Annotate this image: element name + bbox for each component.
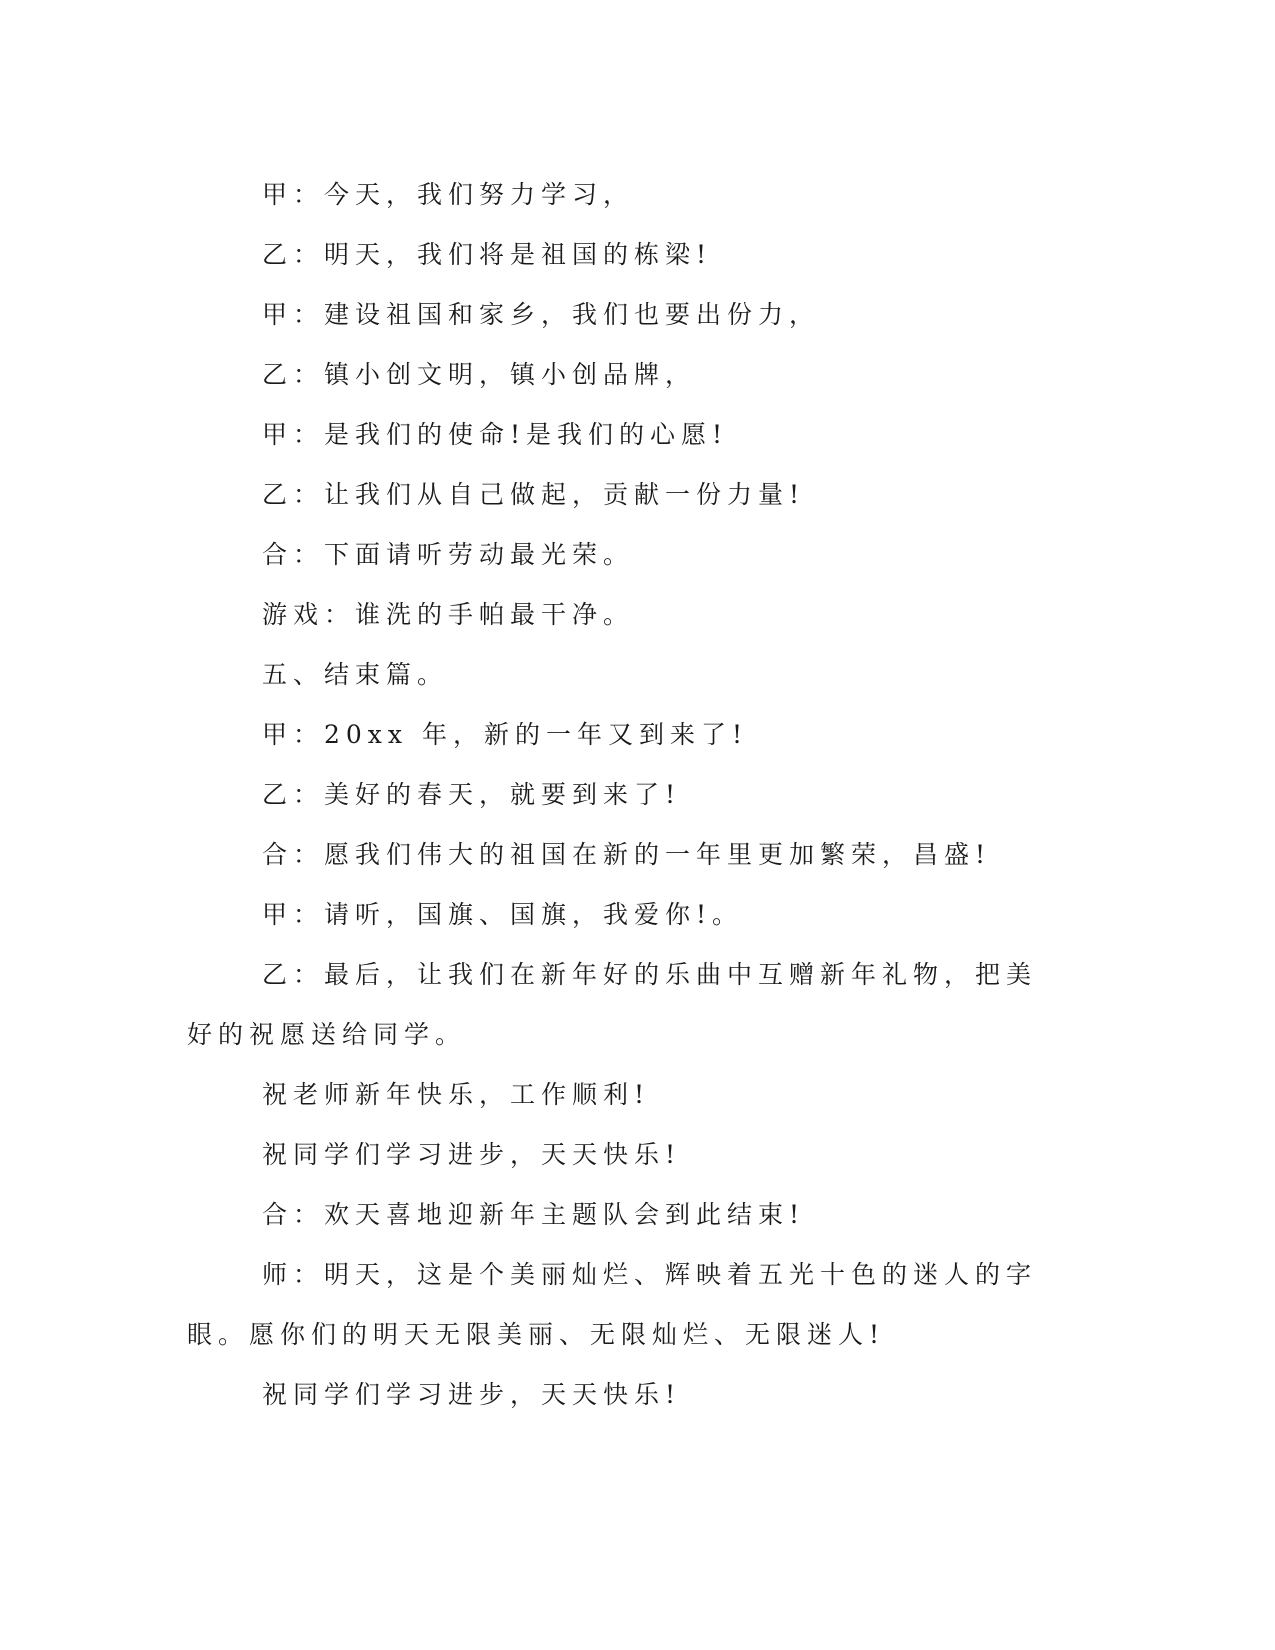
paragraph: 甲：今天，我们努力学习， xyxy=(262,180,635,209)
paragraph: 甲：请听，国旗、国旗，我爱你!。 xyxy=(262,900,744,929)
paragraph: 合：下面请听劳动最光荣。 xyxy=(262,540,635,569)
paragraph: 祝老师新年快乐，工作顺利! xyxy=(262,1080,651,1109)
paragraph: 甲：20xx 年，新的一年又到来了! xyxy=(262,720,749,749)
paragraph: 乙：让我们从自己做起，贡献一份力量! xyxy=(262,480,806,509)
paragraph: 甲：建设祖国和家乡，我们也要出份力， xyxy=(262,300,821,329)
paragraph: 乙：美好的春天，就要到来了! xyxy=(262,780,682,809)
paragraph: 祝同学们学习进步，天天快乐! xyxy=(262,1140,682,1169)
paragraph: 乙：镇小创文明，镇小创品牌， xyxy=(262,360,697,389)
paragraph: 五、结束篇。 xyxy=(262,660,449,689)
paragraph: 游戏：谁洗的手帕最干净。 xyxy=(262,600,635,629)
paragraph: 合：愿我们伟大的祖国在新的一年里更加繁荣，昌盛! xyxy=(262,840,992,869)
paragraph: 合：欢天喜地迎新年主题队会到此结束! xyxy=(262,1200,806,1229)
paragraph: 祝同学们学习进步，天天快乐! xyxy=(262,1380,682,1409)
document-body xyxy=(187,165,1067,1425)
paragraph: 乙：最后，让我们在新年好的乐曲中互赠新年礼物，把美好的祝愿送给同学。 xyxy=(187,960,1038,1049)
paragraph: 乙：明天，我们将是祖国的栋梁! xyxy=(262,240,713,269)
paragraph: 甲：是我们的使命!是我们的心愿! xyxy=(262,420,729,449)
paragraph: 师：明天，这是个美丽灿烂、辉映着五光十色的迷人的字眼。愿你们的明天无限美丽、无限灿烂、无限迷人! xyxy=(187,1260,1038,1349)
